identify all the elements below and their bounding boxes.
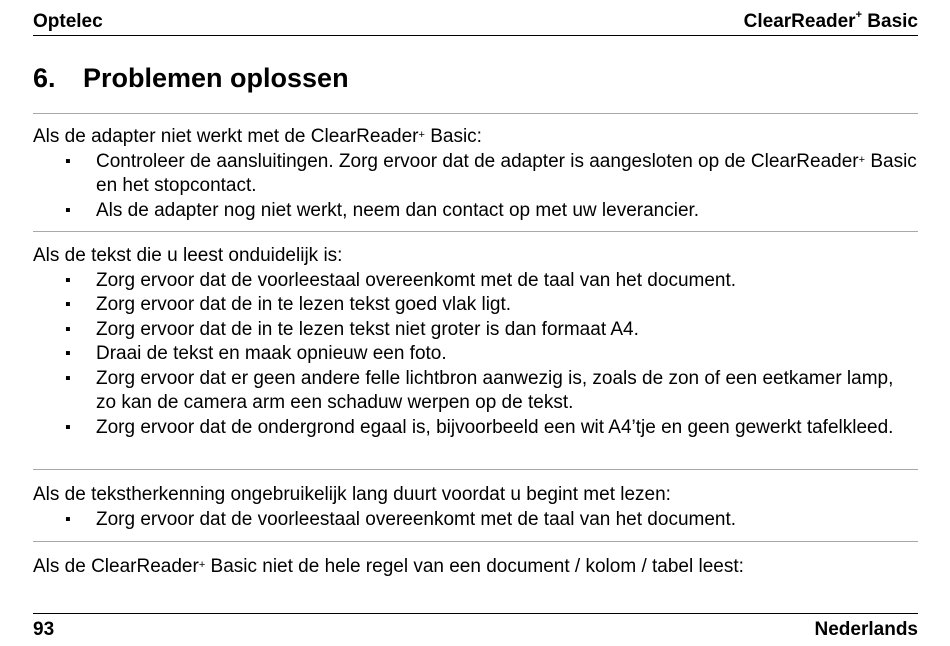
bullet-list [33,508,918,533]
list-item: ▪ Draai de tekst en maak opnieuw een foto. [33,342,918,367]
section-slow-recognition [33,483,918,532]
section-title-text: Problemen oplossen [83,63,349,93]
section-partial-line [33,555,918,580]
page-number: 93 [33,619,55,640]
divider [33,541,918,542]
section-intro: Als de adapter niet werkt met de ClearReader+ Basic: [33,126,482,147]
list-item: ▪ Zorg ervoor dat er geen andere felle lichtbron aanwezig is, zoals de zon of een eetkamer lamp, zo kan de camera arm een schaduw werpen op de tekst. [33,367,918,416]
list-item: ▪ Zorg ervoor dat de in te lezen tekst niet groter is dan formaat A4. [33,318,918,343]
divider [33,469,918,470]
section-adapter [33,125,918,223]
list-item: ▪ Zorg ervoor dat de voorleestaal overeenkomt met de taal van het document. [33,508,918,533]
divider [33,231,918,232]
list-item: ▪ Zorg ervoor dat de ondergrond egaal is, bijvoorbeeld een wit A4’tje en geen gewerkt tafelkleed. [33,416,918,441]
section-unclear-text [33,244,918,440]
footer-language: Nederlands [814,619,918,640]
divider [33,113,918,114]
section-title [33,63,349,94]
section-intro: Als de tekst die u leest onduidelijk is: [33,245,343,266]
list-item: ▪ Controleer de aansluitingen. Zorg ervoor dat de adapter is aangesloten op de ClearReader+ Basic en het stopcontact. [33,150,918,199]
bullet-list [33,269,918,441]
page-footer [33,613,918,640]
section-intro: Als de ClearReader+ Basic niet de hele regel van een document / kolom / tabel leest: [33,556,744,577]
header-brand: Optelec [33,11,103,32]
page-header [33,11,918,36]
list-item: ▪ Zorg ervoor dat de in te lezen tekst goed vlak ligt. [33,293,918,318]
section-number: 6. [33,63,56,93]
bullet-list [33,150,918,224]
section-intro: Als de tekstherkenning ongebruikelijk lang duurt voordat u begint met lezen: [33,484,671,505]
list-item: ▪ Als de adapter nog niet werkt, neem dan contact op met uw leverancier. [33,199,918,224]
header-product: ClearReader+ Basic [743,9,918,32]
list-item: ▪ Zorg ervoor dat de voorleestaal overeenkomt met de taal van het document. [33,269,918,294]
